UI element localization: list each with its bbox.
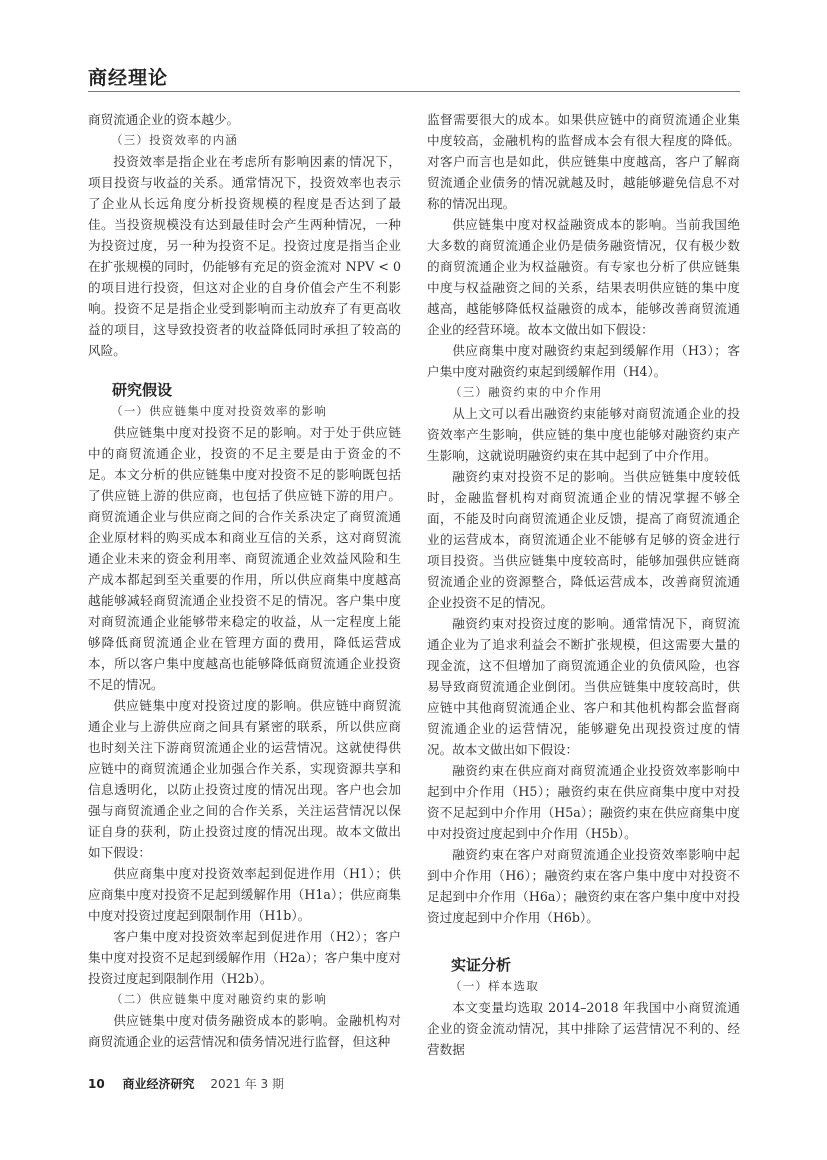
section-header: 商经理论	[88, 67, 169, 89]
left-column	[88, 109, 401, 1060]
subheading: （一）供应链集中度对投资效率的影响	[111, 404, 327, 418]
page-footer	[88, 1076, 740, 1092]
page-number: 10	[88, 1077, 105, 1091]
section-heading: 实证分析	[451, 956, 512, 974]
paragraph: 供应链集中度对权益融资成本的影响。当前我国绝大多数的商贸流通企业仍是债务融资情况，仅有极少数的商贸流通企业为权益融资。有专家也分析了供应链集中度与权益融资之间的关系，结果表明供应链的集中度越高，越能够降低权益融资的成本，能够改善商贸流通企业的经营环境。故本文做出如下假设：	[427, 217, 740, 337]
right-column	[427, 109, 740, 1060]
paragraph: 从上文可以看出融资约束能够对商贸流通企业的投资效率产生影响，供应链的集中度也能够对融资约束产生影响，这就说明融资约束在其中起到了中介作用。	[427, 406, 740, 463]
issue-label: 2021 年 3 期	[210, 1077, 284, 1091]
columns	[88, 109, 740, 1060]
hypothesis-paragraph: 供应商集中度对融资约束起到缓解作用（H3）；客户集中度对融资约束起到缓解作用（H4）。	[427, 343, 740, 379]
hypothesis-paragraph: 客户集中度对投资效率起到促进作用（H2）；客户集中度对投资不足起到缓解作用（H2a）；客户集中度对投资过度起到限制作用（H2b）。	[88, 929, 401, 986]
subheading: （二）供应链集中度对融资约束的影响	[111, 992, 327, 1006]
paragraph: 供应链集中度对债务融资成本的影响。金融机构对商贸流通企业的运营情况和债务情况进行监督，但这种	[88, 1013, 401, 1049]
header-divider	[88, 91, 740, 92]
section-heading: 研究假设	[112, 381, 173, 399]
subheading: （一）样本选取	[450, 979, 539, 993]
hypothesis-paragraph: 融资约束在供应商对商贸流通企业投资效率影响中起到中介作用（H5）；融资约束在供应商集中度中对投资不足起到中介作用（H5a）；融资约束在供应商集中度中对投资过度起到中介作用（H5b）。	[427, 763, 740, 841]
paragraph: 监督需要很大的成本。如果供应链中的商贸流通企业集中度较高，金融机构的监督成本会有很大程度的降低。对客户而言也是如此，供应链集中度越高，客户了解商贸流通企业债务的情况就越及时，越能够避免信息不对称的情况出现。	[427, 112, 740, 211]
hypothesis-paragraph: 融资约束在客户对商贸流通企业投资效率影响中起到中介作用（H6）；融资约束在客户集中度中对投资不足起到中介作用（H6a）；融资约束在客户集中度中对投资过度起到中介作用（H6b）。	[427, 847, 740, 925]
subheading: （三）融资约束的中介作用	[450, 385, 603, 399]
journal-name: 商业经济研究	[122, 1077, 195, 1091]
hypothesis-paragraph: 供应商集中度对投资效率起到促进作用（H1）；供应商集中度对投资不足起到缓解作用（H1a）；供应商集中度对投资过度起到限制作用（H1b）。	[88, 866, 401, 923]
paragraph: 本文变量均选取 2014–2018 年我国中小商贸流通企业的资金流动情况，其中排除了运营情况不利的、经营数据	[427, 1000, 740, 1057]
paragraph: 供应链集中度对投资过度的影响。供应链中商贸流通企业与上游供应商之间具有紧密的联系，所以供应商也时刻关注下游商贸流通企业的运营情况。这就使得供应链中的商贸流通企业加强合作关系，实现资源共享和信息透明化，以防止投资过度的情况出现。客户也会加强与商贸流通企业之间的合作关系，关注运营情况以保证自身的获利，防止投资过度的情况出现。故本文做出如下假设：	[88, 698, 401, 860]
paragraph: 融资约束对投资不足的影响。当供应链集中度较低时，金融监督机构对商贸流通企业的情况掌握不够全面，不能及时向商贸流通企业反馈，提高了商贸流通企业的运营成本，商贸流通企业不能够有足够的资金进行项目投资。当供应链集中度较高时，能够加强供应链商贸流通企业的资源整合，降低运营成本，改善商贸流通企业投资不足的情况。	[427, 469, 740, 610]
subheading: （三）投资效率的内涵	[111, 133, 238, 147]
paragraph: 融资约束对投资过度的影响。通常情况下，商贸流通企业为了追求利益会不断扩张规模，但这需要大量的现金流，这不但增加了商贸流通企业的负债风险，也容易导致商贸流通企业倒闭。当供应链集中度较高时，供应链中其他商贸流通企业、客户和其他机构都会监督商贸流通企业的运营情况，能够避免出现投资过度的情况。故本文做出如下假设：	[427, 616, 740, 757]
paragraph: 供应链集中度对投资不足的影响。对于处于供应链中的商贸流通企业，投资的不足主要是由于资金的不足。本文分析的供应链集中度对投资不足的影响既包括了供应链上游的供应商，也包括了供应链下游的用户。商贸流通企业与供应商之间的合作关系决定了商贸流通企业原材料的购买成本和商业互信的关系，这对商贸流通企业未来的资金利用率、商贸流通企业效益风险和生产成本都起到至关重要的作用，所以供应商集中度越高越能够减轻商贸流通企业投资不足的情况。客户集中度对商贸流通企业能够带来稳定的收益，从一定程度上能够降低商贸流通企业在管理方面的费用，降低运营成本，所以客户集中度越高也能够降低商贸流通企业投资不足的情况。	[88, 425, 401, 692]
paragraph: 投资效率是指企业在考虑所有影响因素的情况下，项目投资与收益的关系。通常情况下，投资效率也表示了企业从长远角度分析投资规模的程度是否达到了最佳。当投资规模没有达到最佳时会产生两种情况，一种为投资过度，另一种为投资不足。投资过度是指当企业在扩张规模的同时，仍能够有充足的资金流对 NPV < 0 的项目进行投资，但这对企业的自身价值会产生不利影响。投资不足是指企业受到影响而主动放弃了有更高收益的项目，这导致投资者的收益降低同时承担了较高的风险。	[88, 154, 401, 358]
paragraph: 商贸流通企业的资本越少。	[88, 112, 240, 127]
